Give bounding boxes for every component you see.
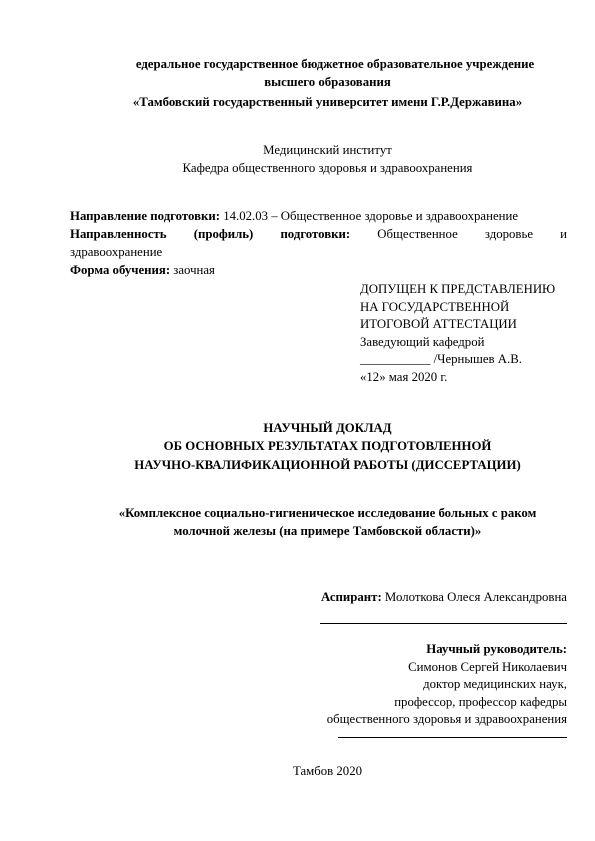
department-name: Кафедра общественного здоровья и здравоохранения <box>182 161 473 175</box>
header-line-1: едеральное государственное бюджетное образовательное учреждение <box>135 57 535 71</box>
profile-continuation: здравоохранение <box>70 245 163 259</box>
profile-word-3: подготовки: <box>280 227 351 241</box>
profile-word-1: Направленность <box>70 227 167 241</box>
supervisor-department: общественного здоровья и здравоохранения <box>326 712 567 726</box>
header-line-3: «Тамбовский государственный университет имени Г.Р.Державина» <box>132 95 523 109</box>
student-line <box>200 589 567 605</box>
supervisor-name: Симонов Сергей Николаевич <box>408 659 567 674</box>
student-label: Аспирант: <box>320 590 382 604</box>
city-year: Тамбов 2020 <box>292 764 363 778</box>
study-form-label: Форма обучения: <box>70 263 171 277</box>
profile-word-4: Общественное <box>377 227 458 241</box>
study-form-value: заочная <box>170 263 215 277</box>
approval-head-title: Заведующий кафедрой <box>360 334 485 349</box>
profile-word-6: и <box>560 227 567 241</box>
topic-line-2: молочной железы (на примере Тамбовской области)» <box>173 524 482 538</box>
report-title-line-1: НАУЧНЫЙ ДОКЛАД <box>263 421 392 435</box>
supervisor-degree: доктор медицинских наук, <box>423 677 567 691</box>
approval-line-1: ДОПУЩЕН К ПРЕДСТАВЛЕНИЮ <box>360 282 556 296</box>
approval-block <box>360 281 590 386</box>
report-title-line-3: НАУЧНО-КВАЛИФИКАЦИОННОЙ РАБОТЫ (ДИССЕРТАЦИИ) <box>134 458 521 472</box>
approval-line-3: ИТОГОВОЙ АТТЕСТАЦИИ <box>360 317 517 331</box>
student-signature-line <box>320 623 567 624</box>
approval-date: «12» мая 2020 г. <box>360 369 448 384</box>
topic-line-1: «Комплексное социально-гигиеническое исследование больных с раком <box>118 506 537 520</box>
approval-line-2: НА ГОСУДАРСТВЕННОЙ <box>360 299 510 314</box>
study-form-line <box>70 262 370 278</box>
supervisor-block <box>200 641 567 729</box>
header-line-2: высшего образования <box>264 75 391 89</box>
profile-line <box>70 226 567 242</box>
approval-signature: ___________ /Чернышев А.В. <box>360 352 522 366</box>
profile-word-5: здоровье <box>484 227 533 241</box>
supervisor-signature-line <box>338 737 567 738</box>
report-title-line-2: ОБ ОСНОВНЫХ РЕЗУЛЬТАТАХ ПОДГОТОВЛЕННОЙ <box>163 439 492 453</box>
direction-value: 14.02.03 – Общественное здоровье и здравоохранение <box>220 209 519 223</box>
profile-word-2: (профиль) <box>193 227 254 241</box>
direction-line <box>70 208 590 224</box>
direction-label: Направление подготовки: <box>70 209 221 223</box>
supervisor-position: профессор, профессор кафедры <box>394 694 567 709</box>
supervisor-label: Научный руководитель: <box>426 642 567 656</box>
institute-name: Медицинский институт <box>263 143 392 157</box>
student-name: Молоткова Олеся Александровна <box>381 590 567 604</box>
